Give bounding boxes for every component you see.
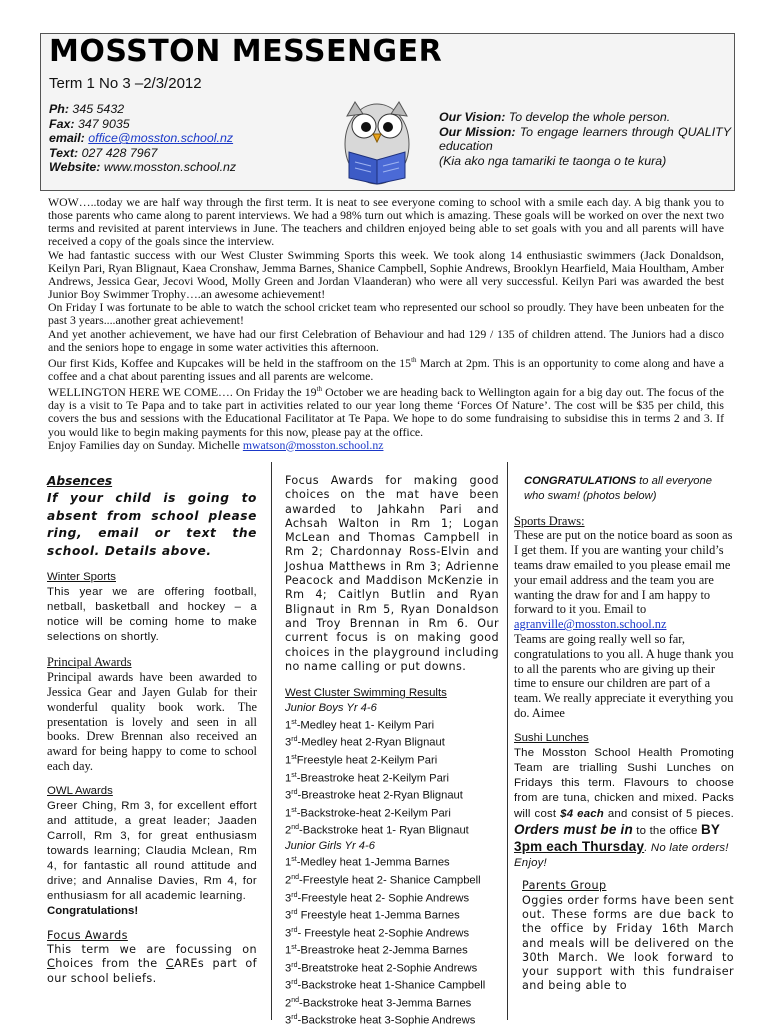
column-left — [47, 474, 257, 986]
contact-details — [49, 102, 236, 175]
parents-group-heading: Parents Group — [522, 879, 607, 893]
text-value: 027 428 7967 — [81, 145, 158, 160]
junior-boys-results — [285, 716, 499, 839]
parents-group-body: Oggies order forms have been sent out. These forms are due back to the office by Friday 16th March and meals will be delivered on the 30th March. We look forward to your support with this fundraiser and being able to — [522, 893, 734, 993]
message-paragraph: And yet another achievement, we have had our first Celebration of Behaviour and had 129 / 135 of children attend. The Juniors had a disco and the seniors hope to engage in some water activities this afternoon. — [48, 326, 724, 354]
message-paragraph: We had fantastic success with our West Cluster Swimming Sports this week. We took along 14 enthusiastic swimmers (Jack Donaldson, Keilyn Pari, Ryan Blignaut, Kaea Cronshaw, Jemma Barnes, Shanice Campbell, Sophie Andrews, Brooklyn Hearfield, Maia Houltham, Amber Andrews, Jessica Gear, Jecovi Wood, Molly Green and Jordan Vlaanderan) who were all very successful. Keilyn Pari was awarded the best Junior Boy Swimmer Trophy….an awesome achievement! — [48, 247, 724, 302]
fax-label: Fax: — [49, 116, 75, 131]
text-label: Text: — [49, 145, 79, 160]
winter-sports-heading: Winter Sports — [47, 571, 116, 584]
message-paragraph: WELLINGTON HERE WE COME…. On Friday the 19th October we are heading back to Wellington again for a big day out. The focus of the day is a visit to Te Papa and to take part in activities related to our year long theme ‘Forces Of Nature’. The cost will be $35 per child, this covers the bus and sessions with the Educational Facilitator at Te Papa. We hope to do some fundraising to subsidise this in terms 2 and 3. If you would like to begin making payments for this now, please pay at the office. — [48, 385, 724, 439]
sports-email-link[interactable]: agranville@mosston.school.nz — [514, 617, 667, 632]
vision-mission — [439, 110, 731, 168]
focus-awards-body: This term we are focussing on Choices from the CAREs part of our school beliefs. — [47, 943, 257, 985]
focus-awards-continued: Focus Awards for making good choices on the mat have been awarded to Jahkahn Pari and Achsah Walton in Rm 1; Logan McLean and Thomas Campbell in Rm 2; Chardonnay Ross-Elvin and Joshua Matthews in Rm 3; Adrienne Peacock and Maddison McKenzie in Rm 4; Caitlyn Butlin and Ryan Blignaut in Rm 5, Ryan Donaldson and Troy Brennan in Rm 6. Our current focus is on making good choices in the playground including no name calling or put downs. — [285, 474, 499, 673]
column-divider — [507, 462, 508, 1020]
principal-awards-body: Principal awards have been awarded to Jessica Gear and Jayen Gulab for their wonderful quality book work. The presentation is lovely and seen in all books. Drew Brennan also received an award for being happy to come to school each day. — [47, 670, 257, 773]
result-row: 2nd-Freestyle heat 2- Shanice Campbell — [285, 874, 481, 887]
vision-label: Our Vision: — [439, 110, 506, 124]
result-row: 1st-Breastroke heat 2-Keilym Pari — [285, 771, 450, 785]
result-row: 3rd-Breatstroke heat 2-Sophie Andrews — [285, 961, 478, 975]
result-row: 1st-Medley heat 1-Jemma Barnes — [285, 856, 450, 870]
result-row: 2nd-Backstroke heat 1- Ryan Blignaut — [285, 824, 469, 837]
result-row: 1st-Medley heat 1- Keilym Pari — [285, 718, 435, 732]
owl-congratulations: Congratulations! — [47, 904, 139, 917]
owl-reading-book-icon — [337, 94, 417, 188]
phone-value: 345 5432 — [72, 102, 125, 116]
swimming-results-heading: West Cluster Swimming Results — [285, 687, 447, 700]
message-paragraph: Enjoy Families day on Sunday. Michelle mwatson@mosston.school.nz — [48, 437, 384, 452]
message-paragraph: Our first Kids, Koffee and Kupcakes will be held in the staffroom on the 15th March at 2pm. This is an opportunity to come along and have a coffee and a chat about parenting issues and all parents are welcome. — [48, 355, 724, 383]
principal-email-link[interactable]: mwatson@mosston.school.nz — [242, 437, 384, 452]
message-paragraph: WOW…..today we are half way through the first term. It is neat to see everyone coming to school with a smile each day. A big thank you to those parents who came along to parent interviews. We had a 98% turn out which is amazing. These goals will be worked on over the next two terms and revisited at parent interviews in June. The teachers and children enjoyed being able to set goals with you and all parents will have received a copy of the goals since the interview. — [48, 195, 724, 249]
owl-awards-body: Greer Ching, Rm 3, for excellent effort and attitude, a great leader; Jaaden Carroll, Rm 3, for great enthusiasm towards learning; Claudia Mclean, Rm 4, for fantastic all round attitude and drive; and Annalise Davies, Rm 4, for enthusiasm for all academic learning. — [47, 799, 257, 902]
result-row: 2nd-Backstroke heat 3-Jemma Barnes — [285, 996, 472, 1010]
owl-awards-heading: OWL Awards — [47, 784, 113, 797]
website-value: www.mosston.school.nz — [103, 160, 237, 175]
column-middle — [285, 474, 499, 1029]
mission-label: Our Mission: — [439, 124, 516, 139]
vision-text: To develop the whole person. — [508, 110, 671, 124]
result-row: 1st-Backstroke-heat 2-Keilym Pari — [285, 806, 451, 820]
junior-girls-results — [285, 853, 499, 1028]
absences-body: If your child is going to absent from school please ring, email or text the school. Details above. — [47, 491, 257, 558]
result-row: 3rd-Backstroke heat 3-Sophie Andrews — [285, 1014, 476, 1027]
principal-message — [48, 196, 724, 452]
result-row: 1stFreestyle heat 2-Keilym Pari — [285, 754, 438, 767]
result-row: 3rd-Medley heat 2-Ryan Blignaut — [285, 736, 445, 750]
absences-heading: Absences — [47, 474, 113, 488]
focus-awards-heading: Focus Awards — [47, 928, 128, 942]
swim-congratulations: CONGRATULATIONS to all everyone who swam! (photos below) — [524, 475, 712, 502]
sushi-lunches-heading: Sushi Lunches — [514, 731, 589, 744]
winter-sports-body: This year we are offering football, netball, basketball and hockey – a notice will be coming home to make selections on shortly. — [47, 586, 257, 644]
masthead-title: MOSSTON MESSENGER — [49, 34, 443, 69]
junior-girls-heading: Junior Girls Yr 4-6 — [285, 839, 375, 852]
principal-awards-heading: Principal Awards — [47, 655, 132, 670]
email-link[interactable]: office@mosston.school.nz — [88, 131, 234, 146]
maori-motto: (Kia ako nga tamariki te taonga o te kura) — [439, 153, 667, 168]
mission-text: To engage learners through QUALITY education — [439, 124, 731, 154]
result-row: 3rd Freestyle heat 1-Jemma Barnes — [285, 909, 460, 922]
column-right — [514, 474, 734, 994]
result-row: 3rd- Freestyle heat 2-Sophie Andrews — [285, 926, 470, 940]
phone-label: Ph: — [49, 102, 69, 116]
result-row: 3rd-Backstroke heat 1-Shanice Campbell — [285, 979, 486, 992]
issue-term: Term 1 No 3 –2/3/2012 — [49, 75, 202, 92]
sports-draws-body: These are put on the notice board as soon as I get them. If you are wanting your child’s teams draw emailed to you please email me your email address and the team you are wanting the draw for and I am happy to forward to it you. Email to agranville@mosston.school.nz Teams are going really well so far, congratulations to you all. A huge thank you to all the parents who are giving up their time to ensure our children are part of a team. We really appreciate it everything you do. Aimee — [514, 528, 734, 720]
email-label: email: — [49, 131, 85, 146]
result-row: 3rd-Breastroke heat 2-Ryan Blignaut — [285, 789, 463, 802]
column-divider — [271, 462, 272, 1020]
junior-boys-heading: Junior Boys Yr 4-6 — [285, 702, 377, 715]
sports-draws-heading: Sports Draws: — [514, 513, 585, 528]
masthead-box — [40, 33, 735, 191]
message-paragraph: On Friday I was fortunate to be able to watch the school cricket team who represented our school so proudly. They have been unbeaten for the past 3 years....another great achievement! — [48, 300, 724, 328]
sushi-lunches-body: The Mosston School Health Promoting Team are trialling Sushi Lunches on Fridays this term. Flavours to choose from are tuna, chicken and mixed. Packs will cost $4 each and consist of 5 pieces. Orders must be in to the office BY 3pm each Thursday. No late orders! Enjoy! — [514, 746, 734, 870]
result-row: 3rd-Freestyle heat 2- Sophie Andrews — [285, 891, 470, 905]
website-label: Website: — [49, 160, 101, 175]
result-row: 1st-Breastroke heat 2-Jemma Barnes — [285, 944, 468, 957]
fax-value: 347 9035 — [77, 116, 130, 131]
